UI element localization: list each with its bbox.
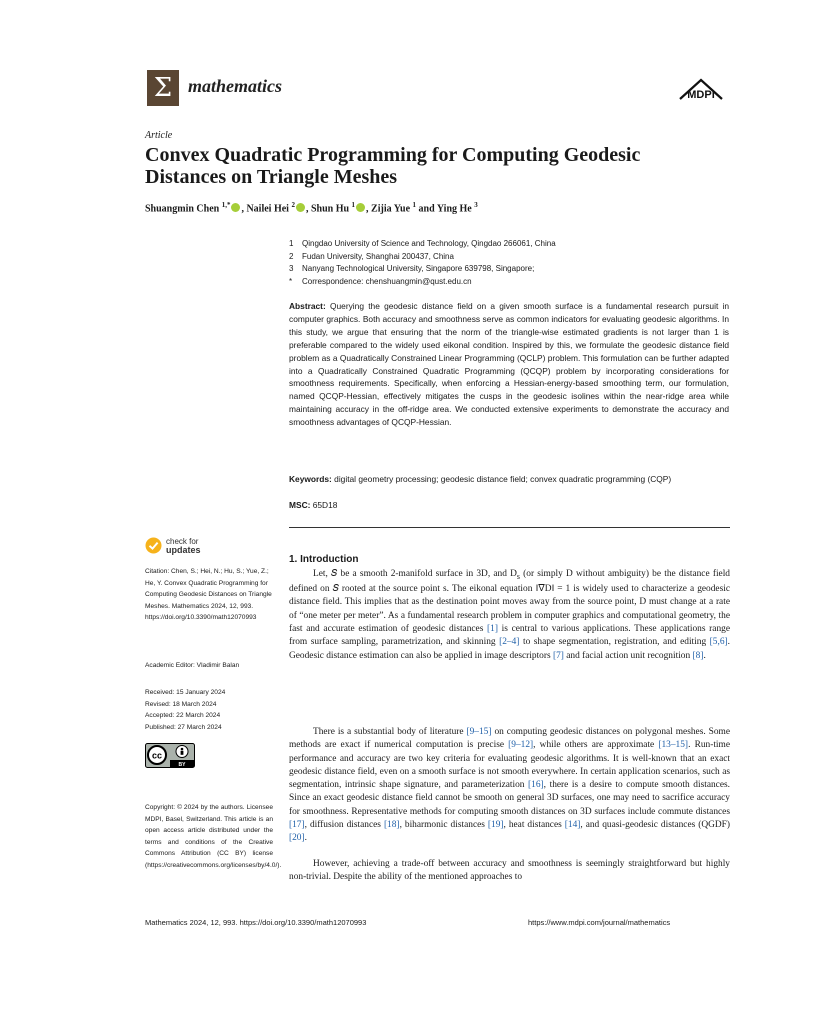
cc-by-license-icon[interactable] bbox=[145, 743, 195, 768]
body-text: , heat distances bbox=[503, 820, 565, 831]
author-separator: , bbox=[305, 203, 311, 215]
body-text: and facial action unit recognition bbox=[563, 650, 693, 661]
copyright-notice: Copyright: © 2024 by the authors. Licensee MDPI, Basel, Switzerland. This article is an open access article distributed under the terms and conditions of the Creative Commons Attribution (CC BY) license (https://creativecommons.org/licenses/by/4.0/). bbox=[145, 804, 282, 869]
orcid-icon[interactable] bbox=[356, 203, 365, 212]
citation-link[interactable]: [9–12] bbox=[508, 740, 534, 751]
citation-link[interactable]: [20] bbox=[289, 833, 305, 844]
body-text: There is a substantial body of literature bbox=[313, 727, 467, 737]
abstract-text: Querying the geodesic distance field on a given smooth surface is a fundamental research pursuit in computer graphics. Both accuracy and smoothness serve as common indicators for evaluating geodesic algorithms. In this study, we argue that ensuring that the norm of the triangle-wise estimated gradients is not larger than 1 is preferable compared to the widely used eikonal condition. Inspired by this, we formulate the geodesic distance field problem as a Quadratically Constrained Linear Programming (QCLP) problem. This formulation can be further adapted into a Quadratically Constrained Quadratic Programming (QCQP) problem by incorporating considerations for smoothness requirements. Specifically, when enforcing a Hessian-energy-based smoothing term, our formulation, named QCQP-Hessian, effectively mitigates the cusps in the geodesic isolines within the near-ridge area while maintaining accuracy in the off-ridge area. We conducted extensive experiments to demonstrate the accuracy and smoothness advantages of QCQP-Hessian. bbox=[289, 301, 730, 428]
body-text: . Run-time performance and accuracy are two key criteria for evaluating geodesic algorithms. It is well-known that an exact geodesic distance field, even on a smooth surface is not smooth everywhere. In certain application scenarios, such as segmentation, intrinsic shape signature, and parameterization bbox=[289, 740, 730, 791]
article-type: Article bbox=[145, 130, 173, 141]
keywords bbox=[289, 474, 729, 484]
citation-link[interactable]: [19] bbox=[487, 820, 504, 831]
msc-label: MSC: bbox=[289, 500, 311, 510]
body-text: s bbox=[516, 571, 520, 581]
keywords-text: digital geometry processing; geodesic distance field; convex quadratic programming (CQP) bbox=[334, 474, 672, 484]
citation-link[interactable]: [7] bbox=[552, 650, 564, 661]
orcid-icon[interactable] bbox=[231, 203, 240, 212]
date-received: Received: 15 January 2024 bbox=[145, 689, 226, 696]
author-separator: , bbox=[241, 203, 247, 215]
citation-link[interactable]: [5,6] bbox=[709, 637, 728, 648]
body-text: . bbox=[304, 833, 307, 844]
intro-paragraph-3: However, achieving a trade-off between accuracy and smoothness is seemingly straightforward but highly non-trivial. Despite the ability of the mentioned approaches to bbox=[289, 859, 730, 883]
orcid-icon[interactable] bbox=[296, 203, 305, 212]
check-for-updates-icon[interactable] bbox=[145, 537, 162, 554]
body-text: . Geodesic distance estimation can also be applied in image descriptors bbox=[289, 637, 730, 661]
check-line2: updates bbox=[166, 545, 201, 555]
date-published: Published: 27 March 2024 bbox=[145, 723, 222, 731]
body-text: , and quasi-geodesic distances (QGDF) bbox=[580, 820, 731, 831]
affiliation-row bbox=[289, 251, 729, 264]
publication-dates bbox=[145, 687, 225, 733]
author-affiliation-mark: 3 bbox=[474, 201, 478, 209]
author-list bbox=[145, 201, 478, 214]
author-separator: , bbox=[366, 203, 372, 215]
affiliation-row bbox=[289, 263, 729, 276]
academic-editor: Academic Editor: Vladimir Balan bbox=[145, 662, 240, 669]
mdpi-logo-text: MDPI bbox=[687, 89, 715, 101]
abstract bbox=[289, 300, 729, 429]
author-affiliation-mark: 2 bbox=[291, 201, 295, 209]
intro-paragraph-1 bbox=[289, 568, 730, 663]
check-for-updates-link[interactable] bbox=[166, 538, 201, 555]
affiliation-number: * bbox=[289, 276, 293, 286]
keywords-label: Keywords: bbox=[289, 474, 332, 484]
author-name: Zijia Yue bbox=[371, 203, 413, 215]
citation-link[interactable]: [14] bbox=[564, 820, 581, 831]
body-text: Let, 𝑆 be a smooth 2-manifold surface in 3D, and D bbox=[313, 569, 517, 579]
citation-link[interactable]: [17] bbox=[289, 820, 305, 831]
affiliation-text: Correspondence: chenshuangmin@qust.edu.cn bbox=[302, 276, 472, 286]
author-name: Shun Hu bbox=[310, 203, 352, 215]
affiliations bbox=[289, 238, 729, 288]
affiliation-number: 3 bbox=[289, 264, 294, 273]
citation-link[interactable]: [8] bbox=[692, 650, 704, 661]
body-text: on computing geodesic distances on polygonal meshes. Some methods are exact if numerical computation is precise bbox=[289, 727, 730, 751]
affiliation-text: Nanyang Technological University, Singapore 639798, Singapore; bbox=[302, 264, 535, 273]
journal-name: mathematics bbox=[188, 76, 282, 96]
citation-link[interactable]: [16] bbox=[528, 780, 544, 791]
body-text: . bbox=[703, 650, 706, 661]
citation-link[interactable]: [18] bbox=[383, 820, 400, 831]
citation-link[interactable]: [2–4] bbox=[499, 637, 520, 648]
abstract-label: Abstract: bbox=[289, 301, 326, 311]
check-line1: check for bbox=[166, 537, 199, 546]
msc-code: 65D18 bbox=[312, 500, 338, 510]
footer-journal-url[interactable]: https://www.mdpi.com/journal/mathematics bbox=[528, 918, 671, 927]
citation-link[interactable]: [13–15] bbox=[658, 740, 689, 751]
mdpi-logo-icon bbox=[678, 77, 724, 103]
citation-link[interactable]: [9–15] bbox=[466, 727, 492, 737]
author-name: Ying He bbox=[436, 203, 475, 215]
svg-text:cc: cc bbox=[151, 750, 163, 761]
svg-text:BY: BY bbox=[178, 762, 186, 768]
affiliation-row bbox=[289, 276, 729, 289]
section-heading: 1. Introduction bbox=[289, 554, 359, 565]
article-title: Convex Quadratic Programming for Computing Geodesic Distances on Triangle Meshes bbox=[145, 144, 641, 188]
author-name: Nailei Hei bbox=[246, 203, 292, 215]
body-text: to shape segmentation, registration, and editing bbox=[519, 637, 710, 648]
author-separator: and bbox=[416, 203, 437, 215]
footer-citation: Mathematics 2024, 12, 993. https://doi.org/10.3390/math12070993 bbox=[145, 918, 367, 927]
author-affiliation-mark: 1,* bbox=[221, 201, 231, 209]
body-text: , while others are approximate bbox=[533, 740, 659, 751]
citation-link[interactable]: [1] bbox=[487, 624, 498, 635]
body-text: (or simply D without ambiguity) be the distance field defined on 𝑆 rooted at the source point s. The eikonal equation ‖∇D‖ = 1 is widely used to characterize a geodesic distance field. This implies that as the destination point moves away from the source point, D must change at a rate of “one meter per meter”. As a fundamental research problem in computer graphics and computational geometry, the fast and accurate estimation of geodesic distances bbox=[289, 569, 730, 635]
author-name: Shuangmin Chen bbox=[145, 203, 222, 215]
msc bbox=[289, 500, 337, 510]
affiliation-number: 1 bbox=[289, 239, 294, 248]
affiliation-number: 2 bbox=[289, 251, 294, 261]
author-affiliation-mark: 1 bbox=[412, 201, 417, 209]
affiliation-text: Fudan University, Shanghai 200437, China bbox=[302, 251, 454, 261]
body-text: , biharmonic distances bbox=[399, 820, 488, 831]
date-revised: Revised: 18 March 2024 bbox=[145, 700, 217, 708]
body-text: , diffusion distances bbox=[304, 820, 384, 831]
author-affiliation-mark: 1 bbox=[351, 201, 356, 209]
affiliation-row bbox=[289, 238, 729, 251]
citation: Citation: Chen, S.; Hei, N.; Hu, S.; Yue, Z.; He, Y. Convex Quadratic Programming for Computing Geodesic Distances on Triangle Meshes. Mathematics 2024, 12, 993. https://doi.org/10.3390/math12070993 bbox=[145, 568, 272, 621]
section-divider bbox=[289, 527, 730, 528]
journal-logo-icon: Σ bbox=[147, 70, 179, 106]
body-text: is central to various applications. These applications range from surface sampling, parametrization, and skinning bbox=[289, 624, 731, 648]
affiliation-text: Qingdao University of Science and Technology, Qingdao 266061, China bbox=[302, 239, 556, 248]
body-text: , there is a desire to compute smooth distances. Since an exact geodesic distance field cannot be smooth on general 3D surfaces, one may need to sacrifice accuracy for smoothness. Representative methods for computing smooth distances on 3D surfaces include commute distances bbox=[289, 780, 730, 817]
date-accepted: Accepted: 22 March 2024 bbox=[145, 712, 221, 719]
intro-paragraph-2 bbox=[289, 726, 730, 846]
